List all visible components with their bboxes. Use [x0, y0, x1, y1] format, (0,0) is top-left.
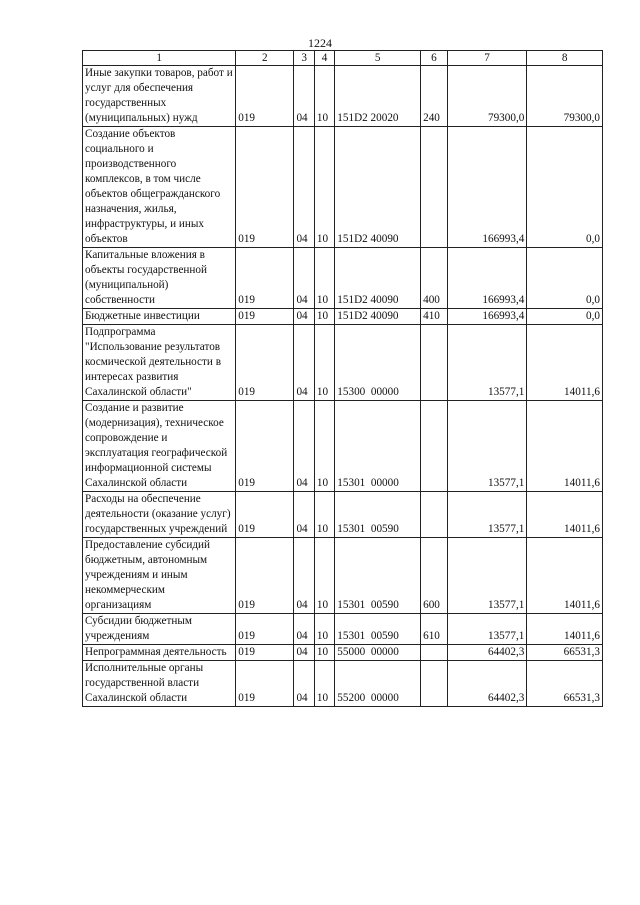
amount-year1-cell: 64402,3 — [447, 661, 527, 707]
ministry-code-cell: 019 — [236, 66, 294, 127]
table-row — [83, 645, 603, 661]
target-article-cell: 55000 00000 — [335, 645, 421, 661]
target-article-cell: 151D2 20020 — [335, 66, 421, 127]
section-code-cell: 04 — [294, 645, 314, 661]
section-code-cell: 04 — [294, 127, 314, 248]
subsection-code-cell: 10 — [314, 325, 334, 401]
table-row — [83, 538, 603, 614]
section-code-cell: 04 — [294, 492, 314, 538]
ministry-code-cell: 019 — [236, 127, 294, 248]
column-header: 8 — [527, 51, 603, 66]
amount-year2-cell: 0,0 — [527, 309, 603, 325]
amount-year1-cell: 166993,4 — [447, 309, 527, 325]
column-header: 5 — [335, 51, 421, 66]
table-row — [83, 492, 603, 538]
target-article-cell: 151D2 40090 — [335, 309, 421, 325]
expense-type-cell — [421, 401, 448, 492]
target-article-cell: 55200 00000 — [335, 661, 421, 707]
amount-year1-cell: 13577,1 — [447, 492, 527, 538]
target-article-cell: 15301 00590 — [335, 492, 421, 538]
subsection-code-cell: 10 — [314, 645, 334, 661]
amount-year2-cell: 14011,6 — [527, 401, 603, 492]
expense-type-cell — [421, 325, 448, 401]
ministry-code-cell: 019 — [236, 645, 294, 661]
row-name-cell: Бюджетные инвестиции — [83, 309, 236, 325]
target-article-cell: 15301 00590 — [335, 538, 421, 614]
expense-type-cell: 610 — [421, 614, 448, 645]
amount-year1-cell: 166993,4 — [447, 248, 527, 309]
column-header: 3 — [294, 51, 314, 66]
subsection-code-cell: 10 — [314, 492, 334, 538]
amount-year2-cell: 79300,0 — [527, 66, 603, 127]
expense-type-cell — [421, 645, 448, 661]
table-row — [83, 248, 603, 309]
amount-year1-cell: 64402,3 — [447, 645, 527, 661]
amount-year1-cell: 13577,1 — [447, 401, 527, 492]
amount-year2-cell: 0,0 — [527, 248, 603, 309]
amount-year1-cell: 79300,0 — [447, 66, 527, 127]
amount-year1-cell: 13577,1 — [447, 325, 527, 401]
subsection-code-cell: 10 — [314, 127, 334, 248]
table-row — [83, 661, 603, 707]
amount-year2-cell: 14011,6 — [527, 492, 603, 538]
subsection-code-cell: 10 — [314, 248, 334, 309]
section-code-cell: 04 — [294, 248, 314, 309]
row-name-cell: Исполнительные органы государственной власти Сахалинской области — [83, 661, 236, 707]
row-name-cell: Предоставление субсидий бюджетным, автономным учреждениям и иным некоммерческим организациям — [83, 538, 236, 614]
table-header-row — [83, 51, 603, 66]
subsection-code-cell: 10 — [314, 614, 334, 645]
ministry-code-cell: 019 — [236, 325, 294, 401]
row-name-cell: Подпрограмма "Использование результатов космической деятельности в интересах развития Сахалинской области" — [83, 325, 236, 401]
section-code-cell: 04 — [294, 325, 314, 401]
section-code-cell: 04 — [294, 309, 314, 325]
amount-year2-cell: 14011,6 — [527, 614, 603, 645]
ministry-code-cell: 019 — [236, 614, 294, 645]
subsection-code-cell: 10 — [314, 66, 334, 127]
row-name-cell: Иные закупки товаров, работ и услуг для обеспечения государственных (муниципальных) нужд — [83, 66, 236, 127]
amount-year2-cell: 14011,6 — [527, 325, 603, 401]
ministry-code-cell: 019 — [236, 538, 294, 614]
row-name-cell: Создание и развитие (модернизация), техническое сопровождение и эксплуатация географической информационной системы Сахалинской области — [83, 401, 236, 492]
amount-year1-cell: 13577,1 — [447, 538, 527, 614]
table-row — [83, 309, 603, 325]
amount-year2-cell: 0,0 — [527, 127, 603, 248]
ministry-code-cell: 019 — [236, 309, 294, 325]
row-name-cell: Субсидии бюджетным учреждениям — [83, 614, 236, 645]
column-header: 4 — [314, 51, 334, 66]
target-article-cell: 15301 00000 — [335, 401, 421, 492]
column-header: 7 — [447, 51, 527, 66]
section-code-cell: 04 — [294, 614, 314, 645]
row-name-cell: Расходы на обеспечение деятельности (оказание услуг) государственных учреждений — [83, 492, 236, 538]
table-row — [83, 614, 603, 645]
table-row — [83, 66, 603, 127]
table-row — [83, 127, 603, 248]
expense-type-cell: 600 — [421, 538, 448, 614]
ministry-code-cell: 019 — [236, 248, 294, 309]
ministry-code-cell: 019 — [236, 401, 294, 492]
section-code-cell: 04 — [294, 66, 314, 127]
subsection-code-cell: 10 — [314, 538, 334, 614]
amount-year1-cell: 166993,4 — [447, 127, 527, 248]
expense-type-cell — [421, 492, 448, 538]
amount-year2-cell: 14011,6 — [527, 538, 603, 614]
target-article-cell: 15301 00590 — [335, 614, 421, 645]
target-article-cell: 151D2 40090 — [335, 248, 421, 309]
target-article-cell: 15300 00000 — [335, 325, 421, 401]
section-code-cell: 04 — [294, 538, 314, 614]
expense-type-cell: 410 — [421, 309, 448, 325]
expense-type-cell: 400 — [421, 248, 448, 309]
target-article-cell: 151D2 40090 — [335, 127, 421, 248]
row-name-cell: Капитальные вложения в объекты государственной (муниципальной) собственности — [83, 248, 236, 309]
section-code-cell: 04 — [294, 401, 314, 492]
section-code-cell: 04 — [294, 661, 314, 707]
ministry-code-cell: 019 — [236, 661, 294, 707]
subsection-code-cell: 10 — [314, 401, 334, 492]
column-header: 2 — [236, 51, 294, 66]
expense-type-cell — [421, 127, 448, 248]
row-name-cell: Непрограммная деятельность — [83, 645, 236, 661]
amount-year1-cell: 13577,1 — [447, 614, 527, 645]
budget-table — [82, 50, 603, 707]
expense-type-cell: 240 — [421, 66, 448, 127]
column-header: 6 — [421, 51, 448, 66]
page-number: 1224 — [308, 36, 332, 50]
amount-year2-cell: 66531,3 — [527, 645, 603, 661]
subsection-code-cell: 10 — [314, 661, 334, 707]
amount-year2-cell: 66531,3 — [527, 661, 603, 707]
column-header: 1 — [83, 51, 236, 66]
expense-type-cell — [421, 661, 448, 707]
row-name-cell: Создание объектов социального и производственного комплексов, в том числе объектов общегражданского назначения, жилья, инфраструктуры, и иных объектов — [83, 127, 236, 248]
ministry-code-cell: 019 — [236, 492, 294, 538]
table-body — [83, 66, 603, 707]
table-row — [83, 325, 603, 401]
table-row — [83, 401, 603, 492]
subsection-code-cell: 10 — [314, 309, 334, 325]
